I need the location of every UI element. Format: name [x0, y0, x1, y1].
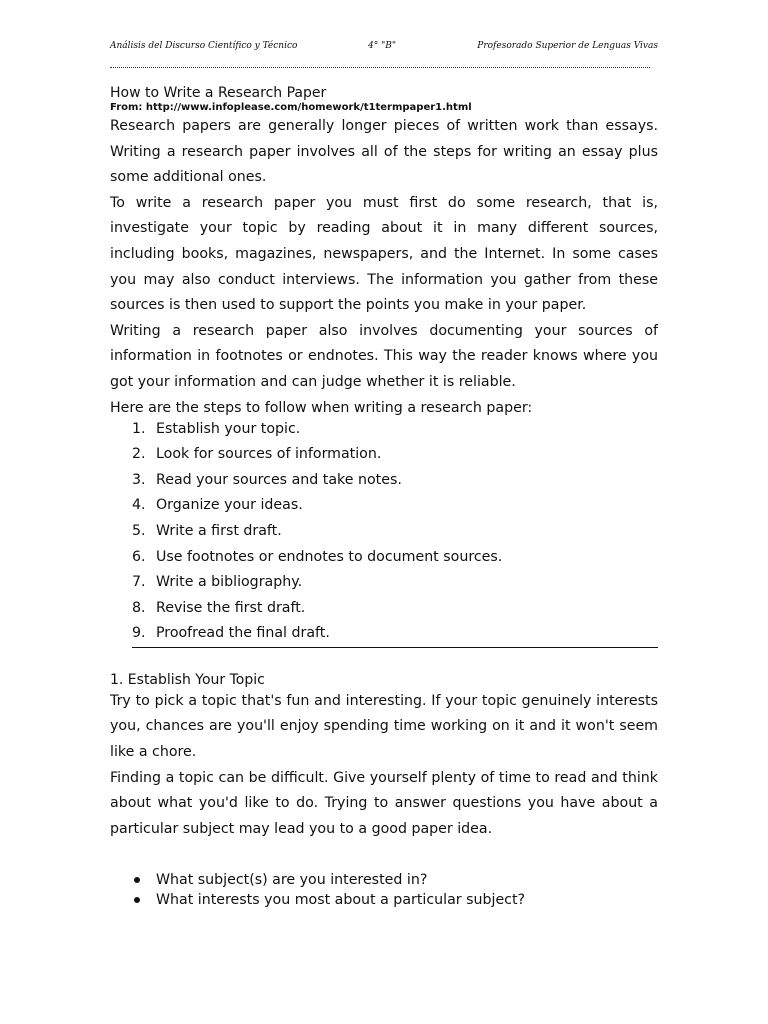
list-item — [110, 596, 658, 622]
step-number: 4. — [132, 497, 146, 514]
questions-list — [110, 870, 658, 910]
header-course: Análisis del Discurso Científico y Técnico — [110, 41, 298, 51]
step-text: Look for sources of information. — [156, 446, 382, 463]
list-item — [110, 545, 658, 571]
bullet-text: What interests you most about a particular subject? — [156, 892, 526, 909]
section-title: 1. Establish Your Topic — [110, 671, 265, 688]
list-item — [110, 519, 658, 545]
article-title: How to Write a Research Paper — [110, 85, 327, 101]
bullet-icon — [134, 877, 140, 883]
step-number: 3. — [132, 471, 146, 488]
header-institution: Profesorado Superior de Lenguas Vivas — [477, 41, 658, 51]
step-number: 9. — [132, 625, 146, 642]
step-text: Proofread the final draft. — [156, 625, 330, 642]
intro-paragraph-3: Writing a research paper also involves documenting your sources of information in footnotes or endnotes. This way the reader knows where you got your information and can judge whether it is reliable. — [110, 322, 658, 390]
list-item — [110, 890, 658, 910]
step-text: Organize your ideas. — [156, 497, 303, 514]
step-text: Establish your topic. — [156, 420, 301, 437]
step-text: Write a bibliography. — [156, 574, 303, 591]
list-item — [110, 417, 658, 443]
article-source: From: http://www.infoplease.com/homework/t1termpaper1.html — [110, 102, 472, 113]
list-item — [110, 493, 658, 519]
list-item — [110, 442, 658, 468]
step-number: 6. — [132, 548, 146, 565]
section-paragraph-1: Try to pick a topic that's fun and interesting. If your topic genuinely interests you, chances are you'll enjoy spending time working on it and it won't seem like a chore. — [110, 692, 658, 761]
header-class: 4° "B" — [368, 41, 396, 51]
intro-paragraph-2: To write a research paper you must first do some research, that is, investigate your topic by reading about it in many different sources, including books, magazines, newspapers, and the Internet. In some cases you may also conduct interviews. The information you gather from these sources is then used to support the points you make in your paper. — [110, 194, 658, 314]
intro-paragraph-1: Research papers are generally longer pieces of written work than essays. Writing a research paper involves all of the steps for writing an essay plus some additional ones. — [110, 118, 658, 186]
header-dotted-divider — [110, 67, 650, 68]
step-number: 7. — [132, 574, 146, 591]
document-body — [110, 85, 658, 910]
step-text: Write a first draft. — [156, 522, 282, 539]
list-item — [110, 570, 658, 596]
step-text: Revise the first draft. — [156, 599, 306, 616]
list-item — [110, 468, 658, 494]
step-number: 2. — [132, 446, 146, 463]
steps-intro: Here are the steps to follow when writing a research paper: — [110, 399, 533, 416]
list-item — [110, 621, 658, 647]
page-header — [110, 41, 658, 55]
steps-list — [110, 417, 658, 647]
bullet-text: What subject(s) are you interested in? — [156, 872, 428, 889]
step-number: 5. — [132, 522, 146, 539]
step-text: Use footnotes or endnotes to document sources. — [156, 548, 503, 565]
bullet-icon — [134, 897, 140, 903]
section-divider — [132, 647, 658, 648]
step-number: 8. — [132, 599, 146, 616]
step-number: 1. — [132, 420, 146, 437]
section-paragraph-2: Finding a topic can be difficult. Give yourself plenty of time to read and think about what you'd like to do. Trying to answer questions you have about a particular subject may lead you to a good paper idea. — [110, 769, 658, 837]
list-item — [110, 870, 658, 890]
step-text: Read your sources and take notes. — [156, 471, 402, 488]
